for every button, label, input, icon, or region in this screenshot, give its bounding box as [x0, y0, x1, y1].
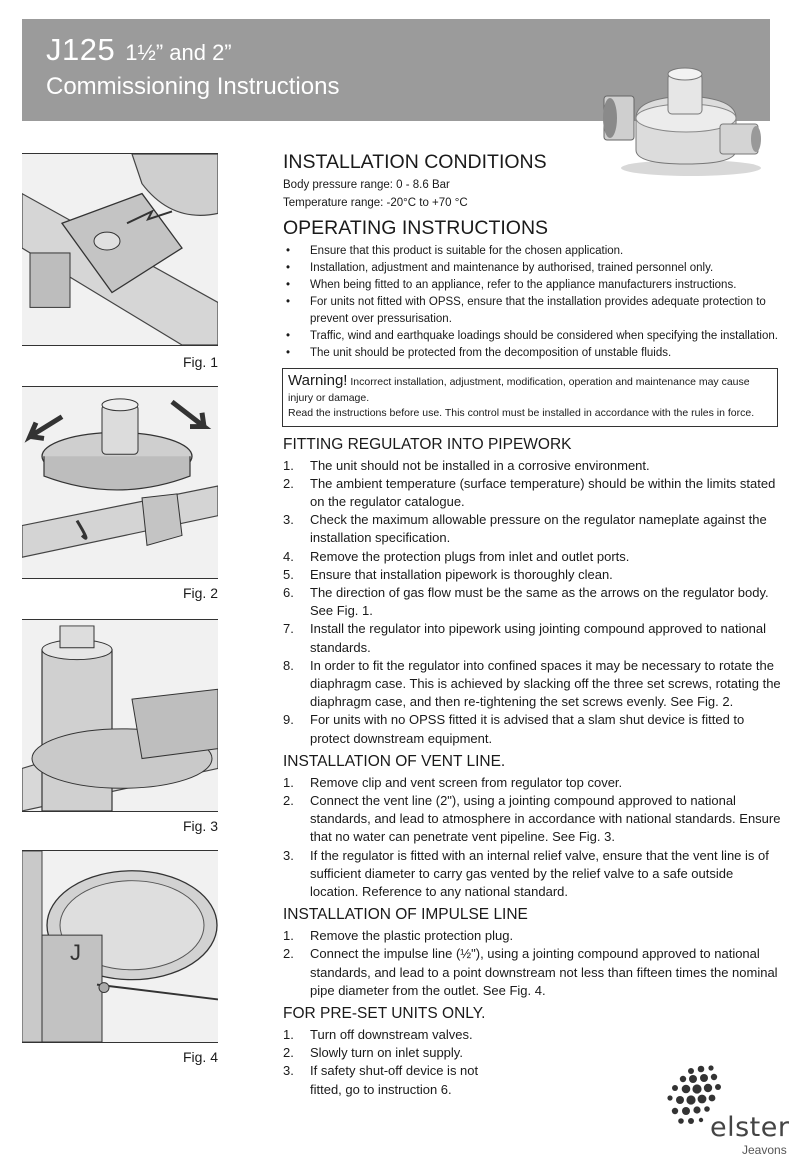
list-item: [283, 1062, 513, 1098]
step-number: 2.: [283, 792, 294, 808]
impulse-steps: [283, 927, 783, 1000]
elster-logo-text: elster: [710, 1112, 790, 1143]
step-text: Remove the protection plugs from inlet and outlet ports.: [310, 548, 630, 564]
figure-1: [22, 153, 218, 346]
step-text: Remove clip and vent screen from regulator top cover.: [310, 774, 623, 790]
figure-4: [22, 850, 218, 1043]
temperature-line: Temperature range: -20°C to +70 °C: [283, 196, 468, 209]
svg-text:J: J: [70, 939, 81, 965]
step-number: 1.: [283, 457, 294, 473]
step-number: 2.: [283, 1045, 294, 1061]
figure-2-caption: Fig. 2: [182, 585, 218, 601]
step-text: The direction of gas flow must be the same as the arrows on the regulator body. See Fig. 1.: [310, 584, 769, 619]
step-text: The unit should not be installed in a corrosive environment.: [310, 457, 650, 473]
preset-heading: FOR PRE-SET UNITS ONLY.: [283, 1004, 486, 1022]
step-text: The ambient temperature (surface temperature) should be within the limits stated on the regulator catalogue.: [310, 475, 776, 509]
step-text: Connect the impulse line (½"), using a jointing compound approved to national standards, and lead to a point downstream not less than fifteen times the nominal pipe diameter from the outlet. See Fig. 4.: [310, 946, 778, 998]
warning-text-2: Read the instructions before use. This control must be installed in accordance with the rules in force.: [288, 407, 755, 419]
figure-2: [22, 386, 218, 579]
list-item: [283, 511, 783, 547]
list-item: [283, 945, 783, 1000]
step-text: In order to fit the regulator into confined spaces it may be necessary to rotate the diaphragm case. This is achieved by slacking off the three set screws, rotating the diaphragm case, and then re-tightening the set screws evenly. See Fig. 2.: [310, 657, 781, 710]
list-item: [283, 457, 783, 475]
step-text: Install the regulator into pipework using jointing compound approved to national standards.: [310, 621, 767, 655]
step-text: Slowly turn on inlet supply.: [310, 1045, 463, 1061]
fitting-steps: [283, 457, 783, 748]
fitting-heading: FITTING REGULATOR INTO PIPEWORK: [283, 435, 572, 453]
step-text: Ensure that installation pipework is thoroughly clean.: [310, 566, 613, 582]
step-number: 3.: [283, 847, 294, 863]
list-item: [283, 566, 783, 584]
list-item: • Installation, adjustment and maintenance by authorised, trained personnel only.: [283, 260, 783, 277]
step-number: 4.: [283, 548, 294, 564]
installation-conditions-heading: INSTALLATION CONDITIONS: [283, 151, 547, 173]
warning-label: Warning!: [288, 372, 348, 389]
step-number: 1.: [283, 1026, 294, 1042]
list-item: [283, 1044, 513, 1062]
step-number: 2.: [283, 946, 294, 962]
list-item: [283, 927, 783, 945]
list-item: [283, 475, 783, 511]
instructions-column: [283, 150, 783, 1099]
list-item: • The unit should be protected from the decomposition of unstable fluids.: [283, 345, 783, 362]
step-number: 1.: [283, 928, 294, 944]
vent-steps: [283, 774, 783, 901]
step-number: 3.: [283, 1063, 294, 1079]
jeavons-logo-text: Jeavons: [742, 1143, 787, 1157]
list-item: • For units not fitted with OPSS, ensure that the installation provides adequate protection to prevent over pressurisation.: [283, 294, 783, 328]
operating-bullets: [283, 243, 783, 362]
step-number: 8.: [283, 657, 294, 673]
body-pressure-line: Body pressure range: 0 - 8.6 Bar: [283, 179, 450, 191]
step-number: 1.: [283, 774, 294, 790]
list-item: [283, 792, 783, 847]
list-item: • Ensure that this product is suitable for the chosen application.: [283, 243, 783, 260]
step-text: If safety shut-off device is not fitted, go to instruction 6.: [310, 1063, 479, 1097]
model-size: 1½” and 2”: [125, 40, 232, 65]
list-item: [283, 1026, 513, 1044]
step-text: For units with no OPSS fitted it is advised that a slam shut device is fitted to protect downstream equipment.: [310, 712, 745, 746]
step-number: 7.: [283, 621, 294, 637]
step-text: Turn off downstream valves.: [310, 1026, 473, 1042]
step-text: Remove the plastic protection plug.: [310, 928, 514, 944]
figure-3-caption: Fig. 3: [182, 818, 218, 834]
list-item: [283, 711, 783, 747]
list-item: [283, 584, 783, 620]
doc-subtitle: Commissioning Instructions: [46, 73, 340, 100]
step-text: Check the maximum allowable pressure on the regulator nameplate against the installation specification.: [310, 512, 767, 546]
figure-4-caption: Fig. 4: [182, 1049, 218, 1065]
step-number: 2.: [283, 475, 294, 491]
list-item: • Traffic, wind and earthquake loadings should be considered when specifying the installation.: [283, 328, 783, 345]
step-number: 9.: [283, 712, 294, 728]
list-item: [283, 548, 783, 566]
warning-text-1: Incorrect installation, adjustment, modification, operation and maintenance may cause injury or damage.: [288, 376, 750, 404]
step-text: If the regulator is fitted with an internal relief valve, ensure that the vent line is of sufficient diameter to carry gas vented by the relief valve to a safe outside location. Reference to any national standard.: [310, 847, 769, 899]
preset-steps: [283, 1026, 513, 1099]
warning-box: [282, 368, 778, 427]
operating-instructions-heading: OPERATING INSTRUCTIONS: [283, 217, 549, 239]
list-item: [283, 657, 783, 712]
figure-1-caption: Fig. 1: [182, 354, 218, 370]
list-item: [283, 774, 783, 792]
figure-3: [22, 619, 218, 812]
doc-title: [46, 33, 232, 70]
vent-heading: INSTALLATION OF VENT LINE.: [283, 752, 506, 770]
model-name: J125: [46, 32, 116, 67]
impulse-heading: INSTALLATION OF IMPULSE LINE: [283, 906, 528, 924]
step-number: 6.: [283, 584, 294, 600]
list-item: • When being fitted to an appliance, refer to the appliance manufacturers instructions.: [283, 277, 783, 294]
list-item: [283, 847, 783, 902]
step-number: 5.: [283, 566, 294, 582]
step-text: Connect the vent line (2"), using a jointing compound approved to national standards, and lead to atmosphere in accordance with national standards. Ensure that no water can penetrate vent pipeline. See Fig. 3.: [310, 792, 781, 845]
step-number: 3.: [283, 512, 294, 528]
list-item: [283, 620, 783, 656]
